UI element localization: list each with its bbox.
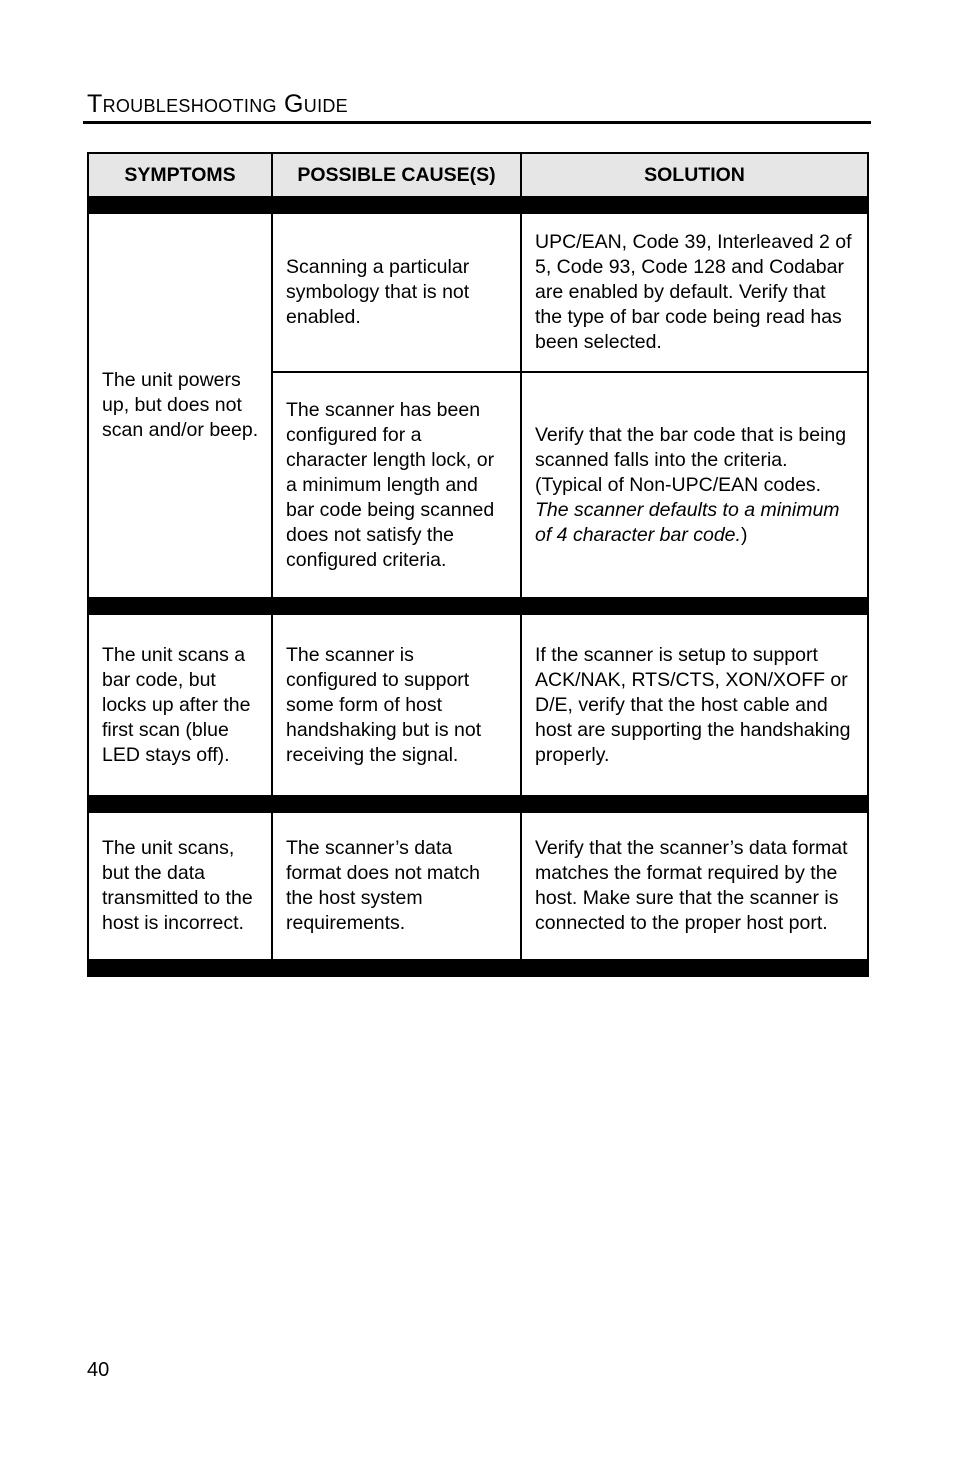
row-separator <box>88 960 868 976</box>
page-title: Troubleshooting Guide <box>87 90 348 118</box>
table-row <box>88 614 868 796</box>
row-separator <box>88 796 868 812</box>
cause-cell: The scanner’s data format does not match the host system requirements. <box>272 812 521 960</box>
solution-cell: Verify that the scanner’s data format matches the format required by the host. Make sure that the scanner is connected to the proper host port. <box>521 812 868 960</box>
column-header-causes: POSSIBLE CAUSE(S) <box>272 153 521 197</box>
column-header-symptoms: SYMPTOMS <box>88 153 272 197</box>
title-rule <box>83 121 871 124</box>
table-header-row <box>88 153 868 197</box>
row-separator <box>88 598 868 614</box>
cause-cell: The scanner is configured to support some form of host handshaking but is not receiving the signal. <box>272 614 521 796</box>
solution-text: Verify that the bar code that is being scanned falls into the criteria. <box>535 423 847 471</box>
solution-note-italic: The scanner defaults to a minimum of 4 character bar code. <box>535 498 840 546</box>
solution-note-prefix: (Typical of Non-UPC/EAN codes. <box>535 473 822 496</box>
row-separator <box>88 197 868 213</box>
solution-cell: If the scanner is setup to support ACK/NAK, RTS/CTS, XON/XOFF or D/E, verify that the host cable and host are supporting the handshaking properly. <box>521 614 868 796</box>
solution-cell <box>521 372 868 598</box>
table-row <box>88 812 868 960</box>
solution-note-suffix: ) <box>740 523 748 546</box>
column-header-solution: SOLUTION <box>521 153 868 197</box>
troubleshooting-table <box>87 152 869 977</box>
cause-cell: Scanning a particular symbology that is not enabled. <box>272 213 521 372</box>
cause-cell: The scanner has been configured for a character length lock, or a minimum length and bar code being scanned does not satisfy the configured criteria. <box>272 372 521 598</box>
symptom-cell: The unit scans, but the data transmitted to the host is incorrect. <box>88 812 272 960</box>
symptom-cell: The unit scans a bar code, but locks up after the first scan (blue LED stays off). <box>88 614 272 796</box>
solution-cell: UPC/EAN, Code 39, Interleaved 2 of 5, Code 93, Code 128 and Codabar are enabled by default. Verify that the type of bar code being read has been selected. <box>521 213 868 372</box>
symptom-cell: The unit powers up, but does not scan and/or beep. <box>88 213 272 598</box>
table-row <box>88 213 868 372</box>
page-number: 40 <box>87 1359 110 1381</box>
